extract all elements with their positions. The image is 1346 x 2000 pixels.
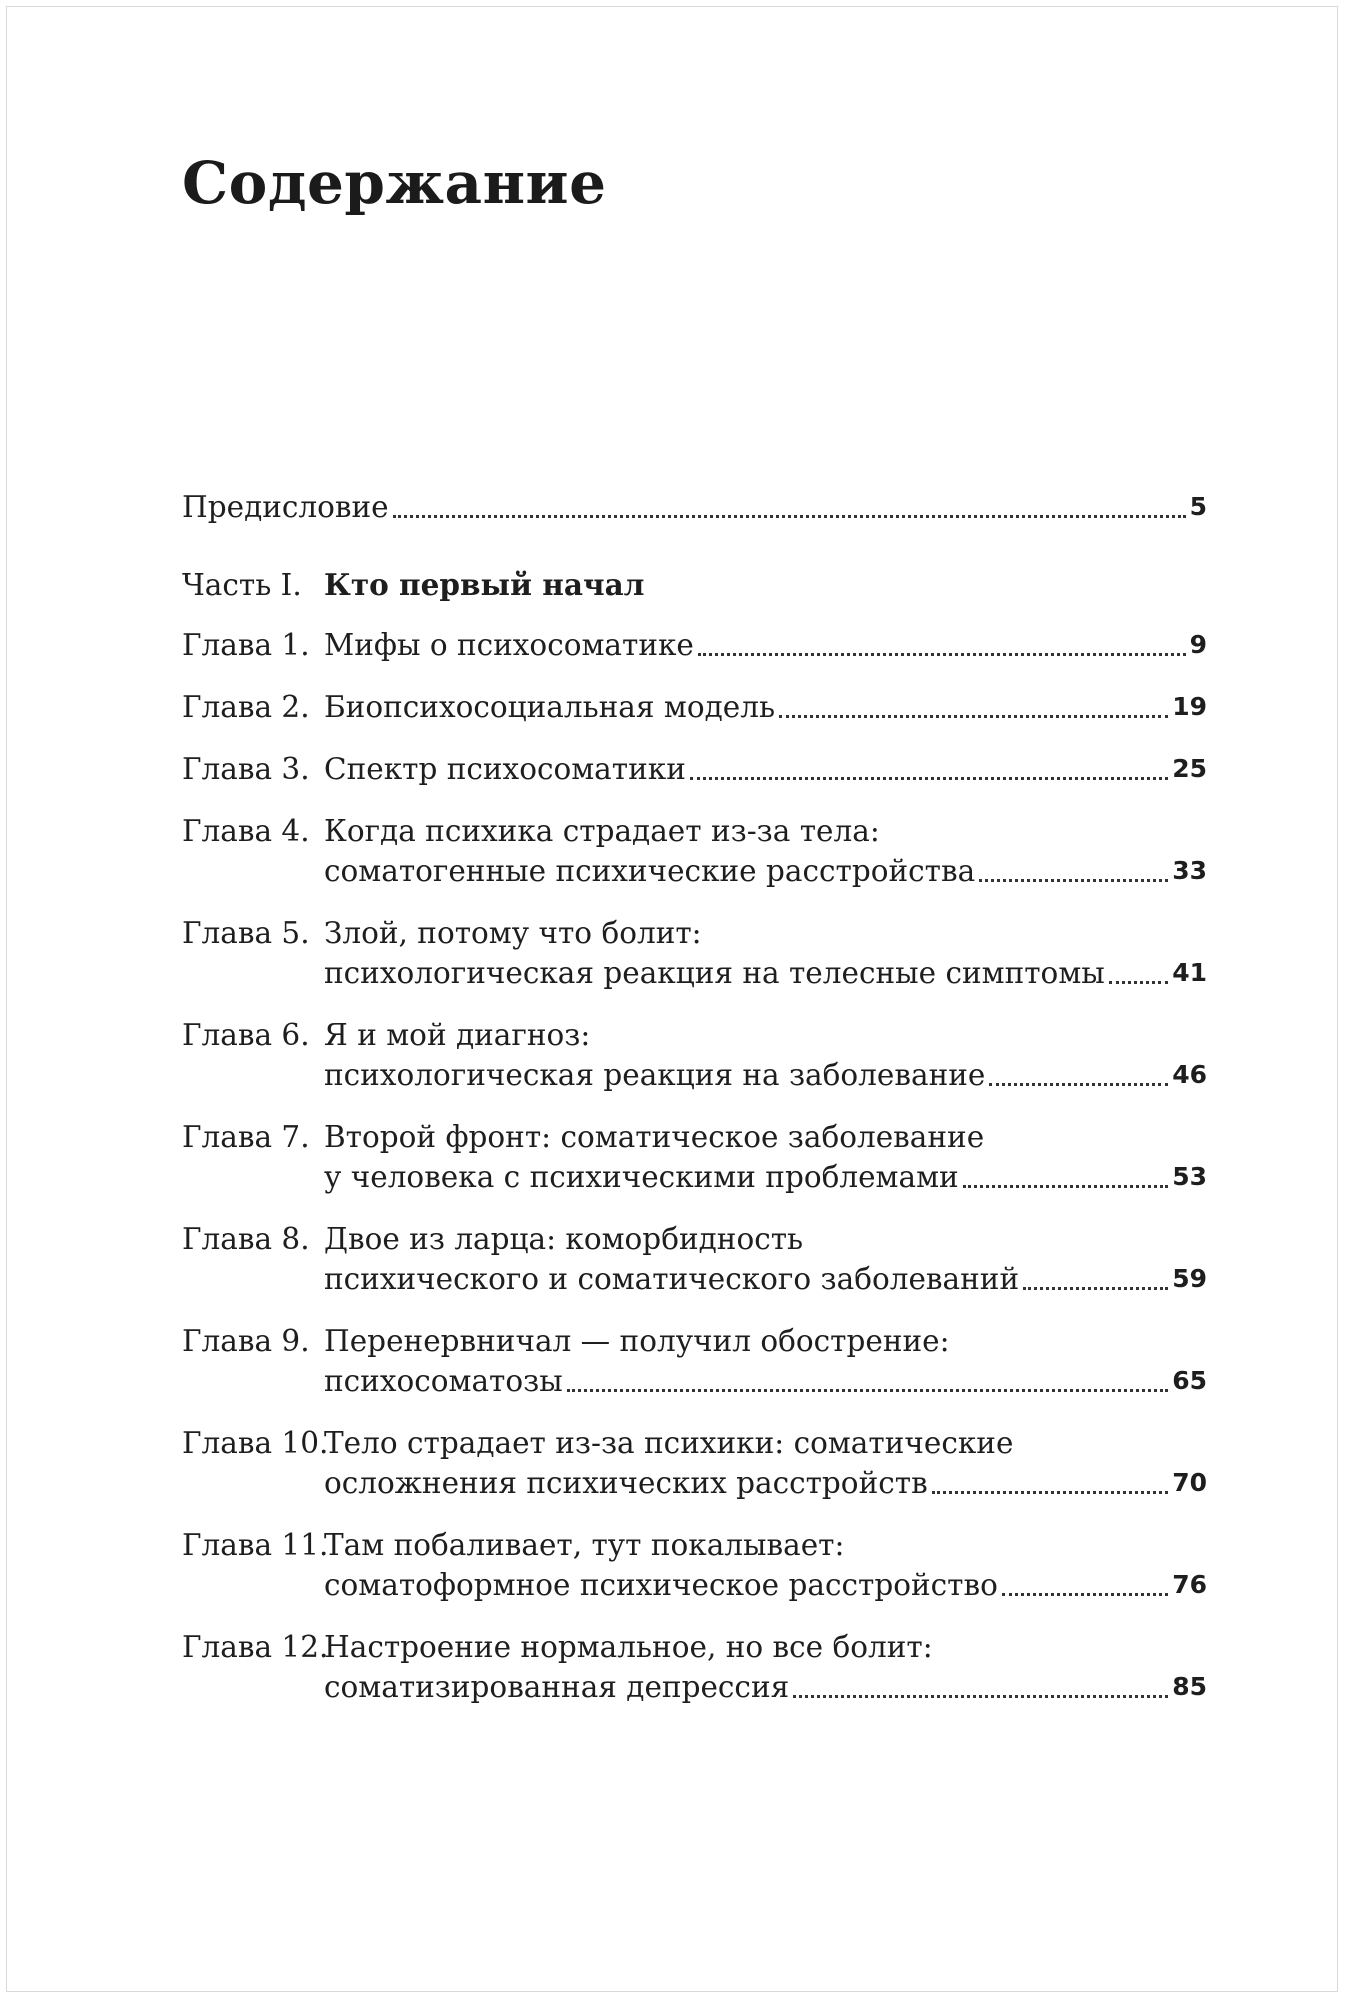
dot-leader — [779, 715, 1168, 718]
chapter-label: Глава 10. — [182, 1426, 329, 1460]
chapter-title-line: Биопсихосоциальная модель — [324, 690, 776, 724]
chapter-title-line: Мифы о психосоматике — [324, 628, 694, 662]
dot-leader — [979, 879, 1168, 882]
chapter-page-number: 65 — [1172, 1366, 1207, 1395]
chapter-title-line: Когда психика страдает из-за тела: — [324, 814, 880, 848]
chapter-page-number: 76 — [1172, 1570, 1207, 1599]
part-label: Часть I. — [182, 568, 302, 602]
toc-part-heading — [182, 565, 1207, 605]
chapter-page-number: 19 — [1172, 692, 1207, 721]
chapter-title-line: Спектр психосоматики — [324, 752, 686, 786]
dot-leader — [690, 777, 1168, 780]
dot-leader — [1023, 1287, 1168, 1290]
chapter-page-number: 41 — [1172, 958, 1207, 987]
chapter-page-number: 53 — [1172, 1162, 1207, 1191]
chapter-label: Глава 7. — [182, 1120, 310, 1154]
chapter-list — [182, 625, 1207, 1707]
dot-leader — [1109, 981, 1168, 984]
toc-chapter-10[interactable] — [182, 1423, 1207, 1503]
part-title: Кто первый начал — [324, 567, 645, 602]
dot-leader — [393, 515, 1186, 518]
toc-chapter-4[interactable] — [182, 811, 1207, 891]
chapter-label: Глава 1. — [182, 628, 310, 662]
dot-leader — [963, 1185, 1169, 1188]
table-of-contents — [182, 487, 1207, 1707]
dot-leader — [1002, 1593, 1168, 1596]
chapter-title-line: Там побаливает, тут покалывает: — [324, 1528, 845, 1562]
chapter-title-line: соматогенные психические расстройства — [324, 854, 976, 888]
chapter-title-line: Тело страдает из-за психики: соматические — [324, 1426, 1014, 1460]
chapter-label: Глава 11. — [182, 1528, 329, 1562]
dot-leader — [567, 1389, 1168, 1392]
chapter-title-line: соматизированная депрессия — [324, 1670, 790, 1704]
chapter-title-line: Двое из ларца: коморбидность — [324, 1222, 804, 1256]
chapter-title-line: Перенервничал — получил обострение: — [324, 1324, 950, 1358]
chapter-label: Глава 8. — [182, 1222, 310, 1256]
chapter-label: Глава 4. — [182, 814, 310, 848]
chapter-title-line: у человека с психическими проблемами — [324, 1160, 959, 1194]
chapter-title-line: осложнения психических расстройств — [324, 1466, 928, 1500]
chapter-page-number: 25 — [1172, 754, 1207, 783]
toc-chapter-11[interactable] — [182, 1525, 1207, 1605]
toc-chapter-7[interactable] — [182, 1117, 1207, 1197]
dot-leader — [932, 1491, 1169, 1494]
chapter-page-number: 59 — [1172, 1264, 1207, 1293]
chapter-title-line: Второй фронт: соматическое заболевание — [324, 1120, 985, 1154]
toc-chapter-1[interactable] — [182, 625, 1207, 665]
chapter-label: Глава 12. — [182, 1630, 329, 1664]
toc-chapter-12[interactable] — [182, 1627, 1207, 1707]
chapter-title-line: психологическая реакция на заболевание — [324, 1058, 986, 1092]
preface-page: 5 — [1189, 492, 1207, 521]
chapter-label: Глава 6. — [182, 1018, 310, 1052]
dot-leader — [793, 1695, 1168, 1698]
chapter-title-line: психологическая реакция на телесные симптомы — [324, 956, 1105, 990]
chapter-title-line: психосоматозы — [324, 1364, 563, 1398]
chapter-title-line: психического и соматического заболеваний — [324, 1262, 1020, 1296]
toc-preface[interactable] — [182, 487, 1207, 527]
chapter-page-number: 33 — [1172, 856, 1207, 885]
dot-leader — [989, 1083, 1168, 1086]
toc-chapter-5[interactable] — [182, 913, 1207, 993]
chapter-page-number: 9 — [1189, 630, 1207, 659]
toc-chapter-2[interactable] — [182, 687, 1207, 727]
chapter-title-line: Я и мой диагноз: — [324, 1018, 591, 1052]
page-title: Содержание — [182, 149, 607, 217]
preface-label: Предисловие — [182, 490, 389, 524]
toc-chapter-6[interactable] — [182, 1015, 1207, 1095]
chapter-page-number: 85 — [1172, 1672, 1207, 1701]
chapter-title-line: Злой, потому что болит: — [324, 916, 702, 950]
chapter-title-line: Настроение нормальное, но все болит: — [324, 1630, 933, 1664]
chapter-title-line: соматоформное психическое расстройство — [324, 1568, 998, 1602]
chapter-label: Глава 3. — [182, 752, 310, 786]
toc-chapter-8[interactable] — [182, 1219, 1207, 1299]
dot-leader — [698, 653, 1186, 656]
chapter-page-number: 70 — [1172, 1468, 1207, 1497]
toc-chapter-3[interactable] — [182, 749, 1207, 789]
toc-chapter-9[interactable] — [182, 1321, 1207, 1401]
chapter-page-number: 46 — [1172, 1060, 1207, 1089]
book-page — [6, 6, 1338, 1992]
chapter-label: Глава 9. — [182, 1324, 310, 1358]
chapter-label: Глава 2. — [182, 690, 310, 724]
chapter-label: Глава 5. — [182, 916, 310, 950]
